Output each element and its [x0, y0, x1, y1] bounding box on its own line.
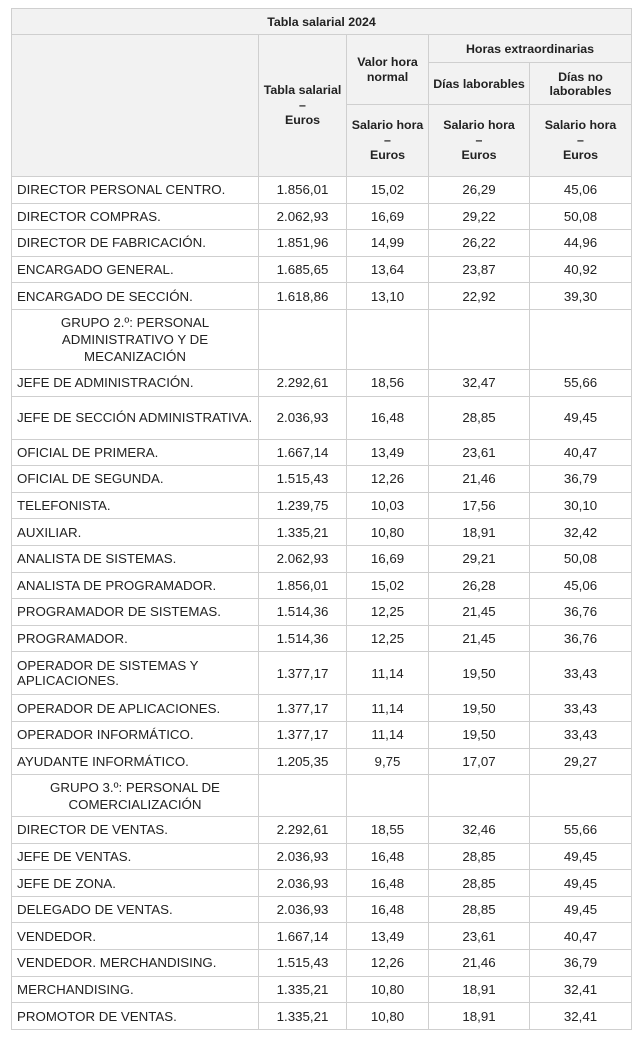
cell-name: AYUDANTE INFORMÁTICO. — [12, 748, 259, 775]
cell-dias-laborables: 21,46 — [429, 950, 530, 977]
cell-name: OPERADOR INFORMÁTICO. — [12, 721, 259, 748]
cell-name: JEFE DE ADMINISTRACIÓN. — [12, 369, 259, 396]
cell-valor-hora: 15,02 — [347, 572, 429, 599]
cell-name: VENDEDOR. MERCHANDISING. — [12, 950, 259, 977]
cell-dias-no-laborables: 55,66 — [530, 369, 632, 396]
group-row — [12, 775, 632, 817]
cell-tabla-salarial: 1.377,17 — [259, 652, 347, 695]
cell-tabla-salarial: 2.036,93 — [259, 843, 347, 870]
cell-dias-laborables: 29,22 — [429, 203, 530, 230]
cell-tabla-salarial: 2.062,93 — [259, 203, 347, 230]
cell-dias-no-laborables: 33,43 — [530, 695, 632, 722]
cell-valor-hora: 13,64 — [347, 256, 429, 283]
group-empty-cell — [259, 309, 347, 369]
table-row — [12, 283, 632, 310]
cell-valor-hora: 13,49 — [347, 439, 429, 466]
cell-valor-hora: 10,03 — [347, 492, 429, 519]
cell-dias-laborables: 28,85 — [429, 843, 530, 870]
cell-name: MERCHANDISING. — [12, 976, 259, 1003]
cell-valor-hora: 9,75 — [347, 748, 429, 775]
cell-name: PROGRAMADOR. — [12, 625, 259, 652]
cell-dias-laborables: 21,45 — [429, 625, 530, 652]
table-row — [12, 519, 632, 546]
cell-dias-no-laborables: 36,76 — [530, 599, 632, 626]
table-row — [12, 843, 632, 870]
cell-dias-laborables: 23,61 — [429, 923, 530, 950]
cell-name: PROMOTOR DE VENTAS. — [12, 1003, 259, 1030]
cell-valor-hora: 12,25 — [347, 599, 429, 626]
cell-tabla-salarial: 1.377,17 — [259, 695, 347, 722]
cell-dias-no-laborables: 49,45 — [530, 896, 632, 923]
cell-valor-hora: 16,48 — [347, 896, 429, 923]
cell-tabla-salarial: 1.515,43 — [259, 466, 347, 493]
cell-valor-hora: 11,14 — [347, 652, 429, 695]
cell-valor-hora: 16,69 — [347, 545, 429, 572]
cell-tabla-salarial: 2.036,93 — [259, 896, 347, 923]
group-title: GRUPO 3.º: PERSONAL DE COMERCIALIZACIÓN — [12, 775, 259, 817]
header-salario-hora-nolab: Salario hora – Euros — [530, 105, 632, 177]
cell-valor-hora: 11,14 — [347, 695, 429, 722]
cell-dias-laborables: 18,91 — [429, 1003, 530, 1030]
cell-tabla-salarial: 2.036,93 — [259, 870, 347, 897]
cell-dias-laborables: 28,85 — [429, 396, 530, 439]
table-row — [12, 545, 632, 572]
cell-name: VENDEDOR. — [12, 923, 259, 950]
cell-valor-hora: 18,55 — [347, 817, 429, 844]
table-row — [12, 230, 632, 257]
table-row — [12, 177, 632, 204]
cell-dias-laborables: 19,50 — [429, 652, 530, 695]
cell-tabla-salarial: 1.205,35 — [259, 748, 347, 775]
group-empty-cell — [429, 775, 530, 817]
cell-dias-no-laborables: 40,47 — [530, 923, 632, 950]
cell-tabla-salarial: 1.239,75 — [259, 492, 347, 519]
table-body — [12, 177, 632, 1030]
cell-valor-hora: 12,26 — [347, 466, 429, 493]
cell-name: DELEGADO DE VENTAS. — [12, 896, 259, 923]
table-row — [12, 369, 632, 396]
cell-tabla-salarial: 1.685,65 — [259, 256, 347, 283]
cell-dias-no-laborables: 50,08 — [530, 203, 632, 230]
table-row — [12, 466, 632, 493]
table-row — [12, 203, 632, 230]
table-row — [12, 870, 632, 897]
cell-valor-hora: 15,02 — [347, 177, 429, 204]
cell-dias-no-laborables: 36,79 — [530, 466, 632, 493]
cell-tabla-salarial: 1.335,21 — [259, 519, 347, 546]
header-valor-hora: Valor hora normal — [347, 35, 429, 105]
cell-valor-hora: 12,25 — [347, 625, 429, 652]
header-blank — [12, 35, 259, 177]
cell-dias-laborables: 32,47 — [429, 369, 530, 396]
cell-valor-hora: 11,14 — [347, 721, 429, 748]
cell-dias-laborables: 17,56 — [429, 492, 530, 519]
cell-dias-laborables: 29,21 — [429, 545, 530, 572]
cell-dias-laborables: 19,50 — [429, 721, 530, 748]
table-row — [12, 1003, 632, 1030]
cell-dias-no-laborables: 45,06 — [530, 177, 632, 204]
cell-valor-hora: 16,48 — [347, 870, 429, 897]
group-empty-cell — [530, 309, 632, 369]
cell-name: OPERADOR DE APLICACIONES. — [12, 695, 259, 722]
cell-dias-laborables: 26,22 — [429, 230, 530, 257]
table-row — [12, 976, 632, 1003]
cell-name: JEFE DE SECCIÓN ADMINISTRATIVA. — [12, 396, 259, 439]
cell-tabla-salarial: 1.335,21 — [259, 1003, 347, 1030]
cell-dias-no-laborables: 45,06 — [530, 572, 632, 599]
group-empty-cell — [259, 775, 347, 817]
cell-valor-hora: 16,48 — [347, 396, 429, 439]
cell-name: AUXILIAR. — [12, 519, 259, 546]
cell-dias-laborables: 26,28 — [429, 572, 530, 599]
cell-tabla-salarial: 2.062,93 — [259, 545, 347, 572]
cell-dias-laborables: 26,29 — [429, 177, 530, 204]
table-row — [12, 721, 632, 748]
cell-name: JEFE DE ZONA. — [12, 870, 259, 897]
cell-valor-hora: 10,80 — [347, 976, 429, 1003]
cell-valor-hora: 10,80 — [347, 519, 429, 546]
cell-valor-hora: 14,99 — [347, 230, 429, 257]
cell-dias-no-laborables: 49,45 — [530, 396, 632, 439]
table-row — [12, 572, 632, 599]
header-dias-laborables: Días laborables — [429, 63, 530, 105]
cell-dias-no-laborables: 39,30 — [530, 283, 632, 310]
cell-tabla-salarial: 1.515,43 — [259, 950, 347, 977]
header-dias-no-laborables: Días no laborables — [530, 63, 632, 105]
cell-dias-no-laborables: 49,45 — [530, 843, 632, 870]
cell-name: TELEFONISTA. — [12, 492, 259, 519]
cell-name: ANALISTA DE PROGRAMADOR. — [12, 572, 259, 599]
cell-tabla-salarial: 1.667,14 — [259, 923, 347, 950]
table-row — [12, 923, 632, 950]
table-row — [12, 492, 632, 519]
cell-tabla-salarial: 1.618,86 — [259, 283, 347, 310]
cell-name: ENCARGADO DE SECCIÓN. — [12, 283, 259, 310]
cell-dias-laborables: 23,87 — [429, 256, 530, 283]
group-empty-cell — [429, 309, 530, 369]
header-horas-extra: Horas extraordinarias — [429, 35, 632, 63]
cell-dias-no-laborables: 32,42 — [530, 519, 632, 546]
table-title: Tabla salarial 2024 — [12, 9, 632, 35]
cell-valor-hora: 13,49 — [347, 923, 429, 950]
cell-dias-no-laborables: 36,79 — [530, 950, 632, 977]
table-row — [12, 817, 632, 844]
cell-dias-no-laborables: 36,76 — [530, 625, 632, 652]
cell-dias-laborables: 19,50 — [429, 695, 530, 722]
table-row — [12, 748, 632, 775]
table-header — [12, 9, 632, 177]
cell-tabla-salarial: 1.667,14 — [259, 439, 347, 466]
cell-tabla-salarial: 1.856,01 — [259, 572, 347, 599]
cell-dias-no-laborables: 50,08 — [530, 545, 632, 572]
cell-tabla-salarial: 2.292,61 — [259, 369, 347, 396]
cell-valor-hora: 12,26 — [347, 950, 429, 977]
cell-dias-laborables: 22,92 — [429, 283, 530, 310]
cell-dias-no-laborables: 29,27 — [530, 748, 632, 775]
cell-dias-laborables: 18,91 — [429, 519, 530, 546]
header-tabla-salarial: Tabla salarial – Euros — [259, 35, 347, 177]
table-row — [12, 652, 632, 695]
cell-name: OFICIAL DE PRIMERA. — [12, 439, 259, 466]
table-row — [12, 625, 632, 652]
cell-valor-hora: 13,10 — [347, 283, 429, 310]
cell-valor-hora: 10,80 — [347, 1003, 429, 1030]
cell-valor-hora: 18,56 — [347, 369, 429, 396]
header-salario-hora-lab: Salario hora – Euros — [429, 105, 530, 177]
cell-name: OPERADOR DE SISTEMAS Y APLICACIONES. — [12, 652, 259, 695]
cell-tabla-salarial: 1.514,36 — [259, 599, 347, 626]
group-row — [12, 309, 632, 369]
cell-dias-laborables: 23,61 — [429, 439, 530, 466]
cell-name: DIRECTOR DE FABRICACIÓN. — [12, 230, 259, 257]
table-row — [12, 950, 632, 977]
cell-dias-laborables: 21,45 — [429, 599, 530, 626]
cell-name: JEFE DE VENTAS. — [12, 843, 259, 870]
cell-tabla-salarial: 1.514,36 — [259, 625, 347, 652]
cell-tabla-salarial: 2.036,93 — [259, 396, 347, 439]
cell-dias-no-laborables: 55,66 — [530, 817, 632, 844]
cell-dias-no-laborables: 40,47 — [530, 439, 632, 466]
cell-name: PROGRAMADOR DE SISTEMAS. — [12, 599, 259, 626]
table-row — [12, 599, 632, 626]
cell-dias-no-laborables: 33,43 — [530, 652, 632, 695]
cell-dias-no-laborables: 32,41 — [530, 1003, 632, 1030]
cell-dias-laborables: 18,91 — [429, 976, 530, 1003]
salary-table — [11, 8, 632, 1030]
cell-dias-no-laborables: 44,96 — [530, 230, 632, 257]
cell-dias-no-laborables: 33,43 — [530, 721, 632, 748]
cell-tabla-salarial: 2.292,61 — [259, 817, 347, 844]
cell-name: DIRECTOR PERSONAL CENTRO. — [12, 177, 259, 204]
cell-dias-no-laborables: 30,10 — [530, 492, 632, 519]
cell-dias-laborables: 21,46 — [429, 466, 530, 493]
cell-name: DIRECTOR DE VENTAS. — [12, 817, 259, 844]
cell-dias-laborables: 28,85 — [429, 870, 530, 897]
table-row — [12, 439, 632, 466]
group-empty-cell — [347, 775, 429, 817]
table-row — [12, 695, 632, 722]
cell-name: ENCARGADO GENERAL. — [12, 256, 259, 283]
header-salario-hora-normal: Salario hora – Euros — [347, 105, 429, 177]
cell-tabla-salarial: 1.851,96 — [259, 230, 347, 257]
table-row — [12, 896, 632, 923]
group-title: GRUPO 2.º: PERSONAL ADMINISTRATIVO Y DE MECANIZACIÓN — [12, 309, 259, 369]
cell-dias-no-laborables: 32,41 — [530, 976, 632, 1003]
cell-dias-laborables: 32,46 — [429, 817, 530, 844]
group-empty-cell — [347, 309, 429, 369]
cell-dias-no-laborables: 49,45 — [530, 870, 632, 897]
cell-valor-hora: 16,69 — [347, 203, 429, 230]
cell-dias-laborables: 28,85 — [429, 896, 530, 923]
table-row — [12, 396, 632, 439]
cell-name: DIRECTOR COMPRAS. — [12, 203, 259, 230]
cell-dias-no-laborables: 40,92 — [530, 256, 632, 283]
cell-tabla-salarial: 1.377,17 — [259, 721, 347, 748]
cell-dias-laborables: 17,07 — [429, 748, 530, 775]
cell-tabla-salarial: 1.856,01 — [259, 177, 347, 204]
cell-name: OFICIAL DE SEGUNDA. — [12, 466, 259, 493]
group-empty-cell — [530, 775, 632, 817]
cell-valor-hora: 16,48 — [347, 843, 429, 870]
cell-tabla-salarial: 1.335,21 — [259, 976, 347, 1003]
cell-name: ANALISTA DE SISTEMAS. — [12, 545, 259, 572]
table-row — [12, 256, 632, 283]
